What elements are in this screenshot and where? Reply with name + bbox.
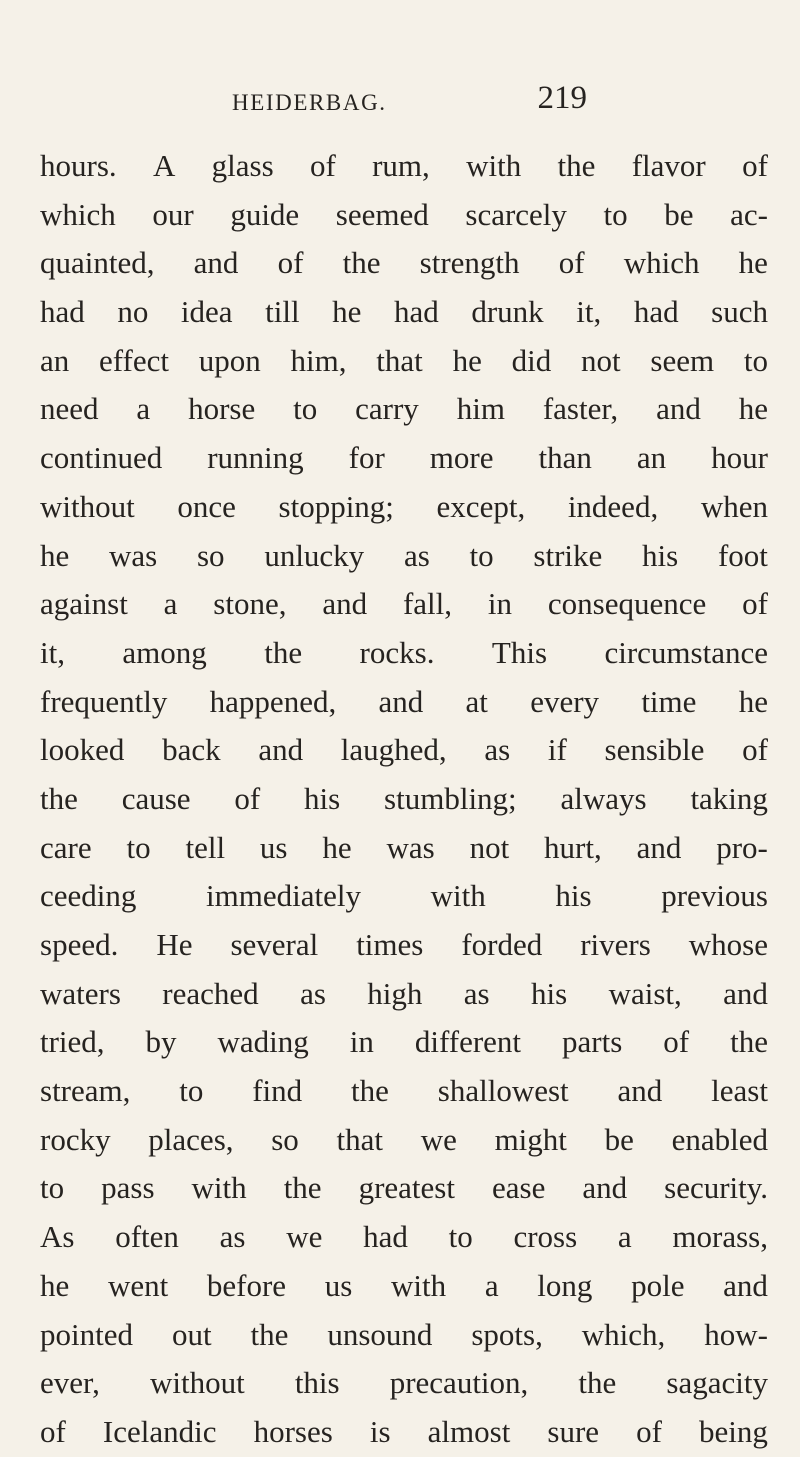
- text-line: [40, 726, 768, 775]
- word: pole: [631, 1267, 685, 1303]
- word: the: [264, 634, 303, 670]
- word: previous: [661, 878, 768, 914]
- word: of: [558, 245, 585, 281]
- word: and: [582, 1170, 628, 1206]
- word: the: [578, 1365, 617, 1401]
- word: need: [40, 391, 99, 427]
- word: a: [484, 1267, 499, 1303]
- text-line: [40, 1164, 768, 1213]
- word: had: [633, 294, 679, 330]
- word: which,: [581, 1316, 666, 1352]
- word: sensible: [604, 732, 705, 768]
- word: drunk: [471, 294, 544, 330]
- word: As: [40, 1219, 75, 1255]
- text-line: [40, 1408, 768, 1457]
- word: of: [636, 1413, 662, 1449]
- word: unlucky: [264, 537, 365, 573]
- word: a: [136, 391, 151, 427]
- word: hours.: [40, 148, 117, 183]
- word: we: [286, 1219, 323, 1255]
- word: back: [162, 732, 221, 768]
- word: the: [557, 148, 596, 183]
- word: happened,: [209, 683, 337, 719]
- text-line: [40, 239, 768, 288]
- text-line: [40, 970, 768, 1019]
- word: had: [363, 1219, 408, 1255]
- word: and: [378, 683, 424, 719]
- word: so: [196, 537, 225, 573]
- word: the: [40, 780, 78, 816]
- word: high: [367, 975, 423, 1011]
- word: whose: [688, 927, 768, 962]
- text-line: [40, 872, 768, 921]
- text-line: [40, 434, 768, 483]
- word: forded: [461, 927, 543, 962]
- word: effect: [99, 342, 170, 378]
- word: always: [560, 780, 647, 816]
- word: hurt,: [544, 829, 602, 865]
- word: us: [259, 829, 288, 865]
- word: that: [376, 342, 423, 378]
- word: horse: [188, 391, 256, 427]
- word: was: [109, 537, 158, 573]
- word: his: [304, 780, 341, 816]
- word: with: [430, 878, 486, 914]
- word: foot: [717, 537, 768, 573]
- word: times: [356, 927, 424, 962]
- text-line: [40, 142, 768, 191]
- word: he: [40, 537, 70, 573]
- word: out: [171, 1316, 212, 1352]
- word: Icelandic: [102, 1413, 217, 1449]
- word: him,: [290, 342, 347, 378]
- word: parts: [562, 1024, 623, 1060]
- word: time: [641, 683, 697, 719]
- word: had: [40, 294, 85, 330]
- word: shallowest: [437, 1073, 569, 1109]
- word: his: [555, 878, 592, 914]
- text-line: [40, 191, 768, 240]
- word: be: [604, 1121, 634, 1157]
- text-line: [40, 629, 768, 678]
- word: different: [414, 1024, 522, 1060]
- text-line: [40, 1213, 768, 1262]
- word: our: [152, 196, 194, 232]
- word: might: [494, 1121, 567, 1157]
- word: looked: [40, 732, 125, 768]
- word: sagacity: [666, 1365, 768, 1401]
- word: least: [711, 1073, 768, 1109]
- text-line: [40, 288, 768, 337]
- word: continued: [40, 440, 163, 476]
- word: greatest: [358, 1170, 455, 1206]
- word: to: [179, 1073, 204, 1109]
- word: tell: [185, 829, 226, 865]
- word: a: [617, 1219, 632, 1255]
- word: the: [730, 1024, 768, 1060]
- page-number: 219: [537, 80, 587, 116]
- text-line: [40, 1018, 768, 1067]
- running-head: HEIDERBAG.: [232, 90, 387, 115]
- word: as: [403, 537, 430, 573]
- word: long: [537, 1267, 593, 1303]
- word: several: [230, 927, 319, 962]
- word: ever,: [40, 1365, 100, 1401]
- word: he: [322, 829, 352, 865]
- word: without: [40, 488, 135, 524]
- word: it,: [40, 634, 65, 670]
- word: ac-: [730, 196, 768, 232]
- word: cause: [121, 780, 191, 816]
- word: against: [40, 586, 128, 622]
- word: precaution,: [389, 1365, 529, 1401]
- word: rum,: [372, 148, 430, 183]
- word: the: [351, 1073, 389, 1109]
- word: his: [531, 975, 568, 1011]
- word: unsound: [327, 1316, 433, 1352]
- word: an: [40, 342, 70, 378]
- word: carry: [355, 391, 419, 427]
- text-line: [40, 337, 768, 386]
- word: before: [206, 1267, 287, 1303]
- word: as: [484, 732, 511, 768]
- word: more: [429, 440, 494, 476]
- word: strength: [419, 245, 520, 281]
- word: at: [465, 683, 488, 719]
- word: circumstance: [604, 634, 768, 670]
- word: he: [738, 245, 768, 281]
- word: immediately: [206, 878, 361, 914]
- body-text: [40, 142, 768, 1457]
- word: which: [40, 196, 116, 232]
- word: flavor: [631, 148, 706, 183]
- word: enabled: [671, 1121, 768, 1157]
- word: glass: [211, 148, 274, 183]
- word: when: [700, 488, 768, 524]
- word: pointed: [40, 1316, 133, 1352]
- word: stopping;: [278, 488, 394, 524]
- word: it,: [576, 294, 602, 330]
- word: and: [617, 1073, 663, 1109]
- text-line: [40, 580, 768, 629]
- word: is: [369, 1413, 391, 1449]
- word: and: [636, 829, 682, 865]
- word: almost: [427, 1413, 511, 1449]
- word: than: [538, 440, 592, 476]
- word: being: [699, 1413, 768, 1449]
- page-header: [0, 80, 800, 124]
- word: He: [156, 927, 193, 962]
- word: to: [126, 829, 151, 865]
- word: as: [463, 975, 490, 1011]
- word: find: [252, 1073, 303, 1109]
- word: him: [456, 391, 505, 427]
- word: waters: [40, 975, 121, 1011]
- word: except,: [436, 488, 526, 524]
- word: sure: [547, 1413, 600, 1449]
- word: went: [107, 1267, 169, 1303]
- text-line: [40, 1359, 768, 1408]
- word: seem: [650, 342, 715, 378]
- word: without: [149, 1365, 245, 1401]
- word: among: [122, 634, 207, 670]
- word: and: [656, 391, 701, 427]
- word: indeed,: [567, 488, 659, 524]
- word: with: [191, 1170, 247, 1206]
- word: that: [336, 1121, 383, 1157]
- word: in: [487, 586, 513, 622]
- word: rocks.: [359, 634, 435, 670]
- word: such: [711, 294, 768, 330]
- word: seemed: [335, 196, 429, 232]
- word: strike: [533, 537, 603, 573]
- word: ease: [491, 1170, 546, 1206]
- word: the: [342, 245, 381, 281]
- word: waist,: [608, 975, 682, 1011]
- word: taking: [690, 780, 768, 816]
- word: not: [469, 829, 510, 865]
- word: of: [663, 1024, 690, 1060]
- word: every: [530, 683, 600, 719]
- word: frequently: [40, 683, 168, 719]
- word: not: [580, 342, 621, 378]
- word: faster,: [542, 391, 619, 427]
- word: idea: [180, 294, 233, 330]
- word: as: [219, 1219, 246, 1255]
- word: stream,: [40, 1073, 131, 1109]
- word: of: [277, 245, 304, 281]
- word: places,: [148, 1121, 234, 1157]
- text-line: [40, 1311, 768, 1360]
- word: the: [283, 1170, 322, 1206]
- word: laughed,: [340, 732, 447, 768]
- word: us: [324, 1267, 353, 1303]
- word: and: [193, 245, 239, 281]
- word: with: [466, 148, 522, 183]
- word: he: [452, 342, 482, 378]
- word: cross: [513, 1219, 578, 1255]
- word: ceeding: [40, 878, 137, 914]
- word: to: [603, 196, 628, 232]
- word: pass: [101, 1170, 155, 1206]
- text-line: [40, 1067, 768, 1116]
- word: often: [115, 1219, 179, 1255]
- word: running: [207, 440, 304, 476]
- word: guide: [230, 196, 300, 232]
- word: pro-: [716, 829, 768, 865]
- word: which: [623, 245, 700, 281]
- word: and: [258, 732, 304, 768]
- word: scarcely: [465, 196, 567, 232]
- word: stumbling;: [384, 780, 517, 816]
- word: his: [642, 537, 679, 573]
- word: hour: [711, 440, 768, 476]
- word: of: [234, 780, 261, 816]
- word: This: [491, 634, 548, 670]
- word: spots,: [471, 1316, 543, 1352]
- word: the: [250, 1316, 289, 1352]
- text-line: [40, 775, 768, 824]
- word: consequence: [547, 586, 707, 622]
- word: once: [177, 488, 236, 524]
- word: tried,: [40, 1024, 105, 1060]
- word: and: [322, 586, 368, 622]
- text-line: [40, 921, 768, 970]
- word: was: [386, 829, 435, 865]
- text-line: [40, 824, 768, 873]
- word: we: [420, 1121, 457, 1157]
- word: for: [348, 440, 385, 476]
- word: to: [743, 342, 768, 378]
- word: by: [145, 1024, 177, 1060]
- word: A: [152, 148, 176, 183]
- word: morass,: [672, 1219, 768, 1255]
- text-line: [40, 385, 768, 434]
- word: so: [271, 1121, 299, 1157]
- word: and: [723, 975, 768, 1011]
- word: fall,: [402, 586, 453, 622]
- word: and: [723, 1267, 768, 1303]
- word: to: [469, 537, 494, 573]
- text-line: [40, 678, 768, 727]
- word: as: [300, 975, 326, 1011]
- text-line: [40, 483, 768, 532]
- word: to: [40, 1170, 65, 1206]
- word: a: [163, 586, 178, 622]
- word: upon: [198, 342, 261, 378]
- word: if: [547, 732, 567, 768]
- word: till: [265, 294, 300, 330]
- word: did: [511, 342, 552, 378]
- word: of: [40, 1413, 66, 1449]
- text-line: [40, 1116, 768, 1165]
- word: horses: [253, 1413, 333, 1449]
- text-line: [40, 532, 768, 581]
- word: of: [742, 586, 768, 622]
- word: an: [636, 440, 667, 476]
- word: rivers: [580, 927, 651, 962]
- word: wading: [217, 1024, 309, 1060]
- word: had: [394, 294, 439, 330]
- word: with: [391, 1267, 447, 1303]
- word: to: [448, 1219, 473, 1255]
- word: no: [117, 294, 149, 330]
- word: reached: [162, 975, 259, 1011]
- word: he: [738, 391, 768, 427]
- word: he: [40, 1267, 70, 1303]
- word: of: [742, 732, 768, 768]
- word: this: [294, 1365, 340, 1401]
- word: speed.: [40, 927, 119, 962]
- word: of: [309, 148, 336, 183]
- word: be: [664, 196, 694, 232]
- text-line: [40, 1262, 768, 1311]
- word: care: [40, 829, 92, 865]
- word: stone,: [213, 586, 287, 622]
- word: to: [293, 391, 318, 427]
- word: how-: [704, 1316, 768, 1352]
- word: rocky: [40, 1121, 111, 1157]
- word: of: [742, 148, 768, 183]
- word: in: [349, 1024, 374, 1060]
- word: he: [738, 683, 768, 719]
- word: quainted,: [40, 245, 155, 281]
- word: security.: [664, 1170, 768, 1206]
- word: he: [332, 294, 362, 330]
